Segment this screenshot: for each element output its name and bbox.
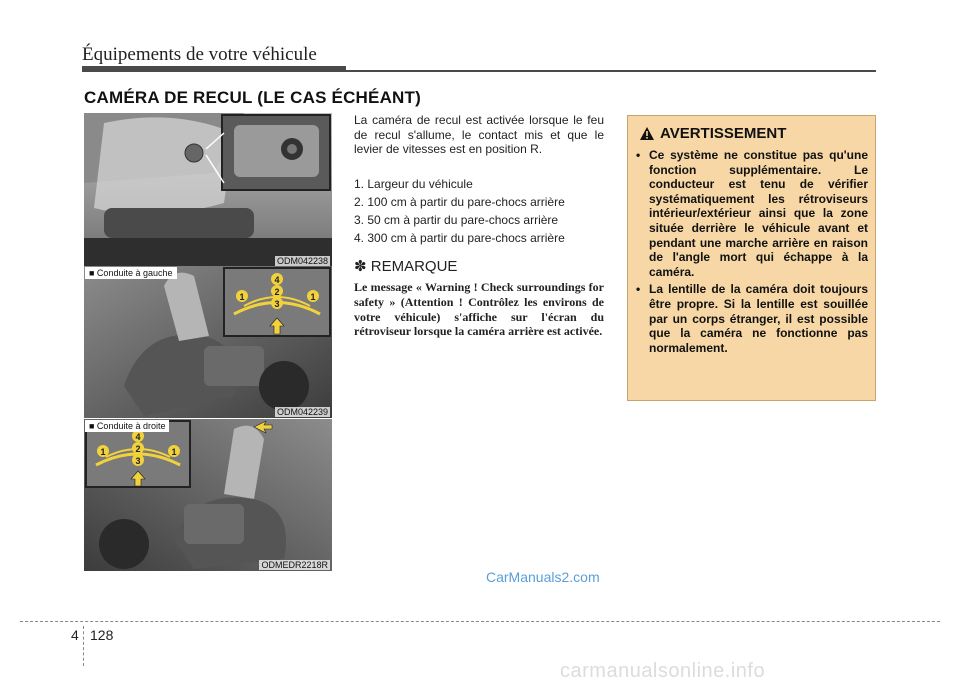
list-item: 1. Largeur du véhicule: [354, 177, 473, 191]
distance-number: 1: [100, 447, 106, 457]
intro-paragraph: La caméra de recul est activée lorsque le feu de recul s'allume, le contact mis et que le levier de vitesses est en position R.: [354, 113, 604, 156]
warning-item: [636, 282, 868, 355]
page-number: 128: [90, 627, 114, 643]
watermark-link[interactable]: CarManuals2.com: [486, 569, 600, 585]
drive-label: ■ Conduite à droite: [85, 420, 169, 432]
warning-item: [636, 148, 868, 279]
distance-number: 3: [274, 299, 280, 309]
distance-number: 3: [135, 456, 141, 466]
warning-box: [627, 115, 876, 401]
photo-code: ODMEDR2218R: [261, 560, 328, 570]
footer-site-watermark: carmanualsonline.info: [560, 660, 766, 682]
footer-rule: [20, 621, 940, 622]
section-title: CAMÉRA DE RECUL (LE CAS ÉCHÉANT): [84, 88, 421, 107]
list-item: 3. 50 cm à partir du pare-chocs arrière: [354, 213, 559, 227]
bullet-icon: •: [636, 148, 641, 162]
distance-number: 2: [135, 444, 141, 454]
distance-number: 1: [239, 292, 245, 302]
header-rule-thick: [82, 66, 346, 72]
rear-camera-photo: [84, 113, 332, 267]
distance-number: 4: [274, 275, 280, 285]
photo-code: ODM042238: [276, 256, 328, 266]
photo-code: ODM042239: [276, 407, 328, 417]
warning-item-text: Ce système ne constitue pas qu'une fonction supplémentaire. Le conducteur est tenu de vérifier systématiquement les rétroviseurs intérieur/extérieur ainsi que la zone située derrière le véhicule avant et pendant une marche arrière en raison de l'angle mort qui échappe à la caméra.: [649, 148, 868, 279]
list-item: 2. 100 cm à partir du pare-chocs arrière: [354, 195, 565, 209]
warning-title: AVERTISSEMENT: [660, 125, 787, 142]
chapter-number: 4: [71, 627, 79, 643]
drive-label: ■ Conduite à gauche: [85, 267, 177, 279]
warning-heading: [640, 125, 786, 144]
distance-number: 1: [171, 447, 177, 457]
page-number-divider: [83, 626, 84, 666]
page-header-title: Équipements de votre véhicule: [82, 44, 317, 65]
distance-number: 2: [274, 287, 280, 297]
rhd-gear-photo: [84, 419, 332, 571]
warning-list: [636, 148, 868, 358]
note-title: ✽ REMARQUE: [354, 258, 458, 275]
note-text: Le message « Warning ! Check surroundings for safety » (Attention ! Contrôlez les environs de votre véhicule) s'affiche sur l'écran du rétroviseur lorsque la caméra arrière est activée.: [354, 280, 604, 339]
distance-number: 1: [310, 292, 316, 302]
lhd-gear-photo: [84, 266, 332, 418]
bullet-icon: •: [636, 282, 641, 297]
header-rule-thin: [346, 70, 876, 72]
distance-number: 4: [135, 432, 141, 442]
list-item: 4. 300 cm à partir du pare-chocs arrière: [354, 231, 565, 245]
warning-triangle-icon: [640, 127, 654, 144]
warning-item-text: La lentille de la caméra doit toujours être propre. Si la lentille est souillée par un corps étranger, il est possible que la caméra ne fonctionne pas normalement.: [649, 282, 868, 355]
distance-list: [354, 175, 614, 247]
